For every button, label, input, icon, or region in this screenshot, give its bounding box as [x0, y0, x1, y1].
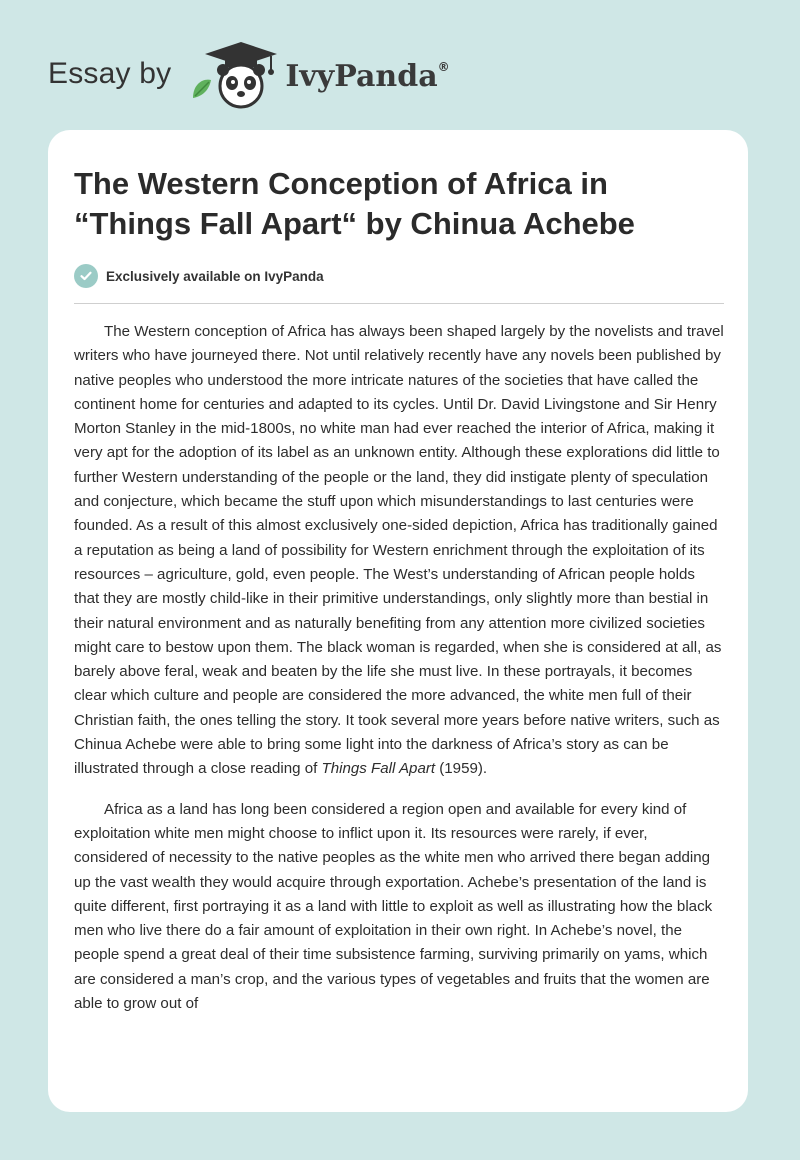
site-header [48, 34, 450, 114]
divider [74, 303, 724, 304]
badge-text: Exclusively available on IvyPanda [106, 268, 324, 284]
brand-name[interactable]: IvyPanda® [285, 58, 450, 94]
essay-card [48, 130, 748, 1112]
essay-body [74, 320, 724, 1032]
paragraph-2: Africa as a land has long been considered a region open and available for every kind of exploitation white men might choose to inflict upon it. Its resources were rarely, if ever, considered of necessity to the native peoples as the white men who arrived there began adding up the vast wealth they would acquire through exportation. Achebe’s presentation of the land is quite different, first portraying it as a land with little to exploit as well as illustrating how the black men who live there do a fair amount of exploitation in their own right. In Achebe’s novel, the people spend a great deal of their time subsistence farming, surviving primarily on yams, which are considered a man’s crop, and the various types of vegetables and fruits that the women are able to grow out of [74, 800, 713, 1013]
page-title: The Western Conception of Africa in “Things Fall Apart“ by Chinua Achebe [74, 166, 635, 241]
check-circle-icon [74, 264, 98, 288]
paragraph-1: The Western conception of Africa has always been shaped largely by the novelists and travel writers who have journeyed there. Not until relatively recently have any novels been published by native peoples who understood the more intricate natures of the societies that have called the continent home for centuries and adapted to its cycles. Until Dr. David Livingstone and Sir Henry Morton Stanley in the mid-1800s, no white man had ever reached the interior of Africa, making it very apt for the adoption of its label as an unknown entity. Although these explorations did little to further Western understanding of the people or the land, they did instigate plenty of speculation and conjecture, which became the stuff upon which misunderstandings to last centuries were founded. As a result of this almost exclusively one-sided depiction, Africa has traditionally gained a reputation as being a land of possibility for Western enrichment through the exploitation of its resources – agriculture, gold, even people. The West’s understanding of African people holds that they are mostly child-like in their primitive understandings, only slightly more than bestial in their natural environment and as naturally benefiting from any attention more civilized societies might care to bestow upon them. The black woman is regarded, when she is considered at all, as barely above feral, weak and beaten by the life she must live. In these portrayals, it becomes clear which culture and people are considered the more advanced, the white men full of their Christian faith, the ones telling the story. It took several more years before native writers, such as Chinua Achebe were able to bring some light into the darkness of Africa’s story as can be illustrated through a close reading of Things Fall Apart (1959). [74, 323, 724, 778]
essay-by-label: Essay by [48, 57, 172, 90]
panda-graduate-logo-icon[interactable] [187, 38, 279, 110]
exclusive-badge [74, 264, 324, 288]
book-title: Things Fall Apart [321, 760, 436, 778]
